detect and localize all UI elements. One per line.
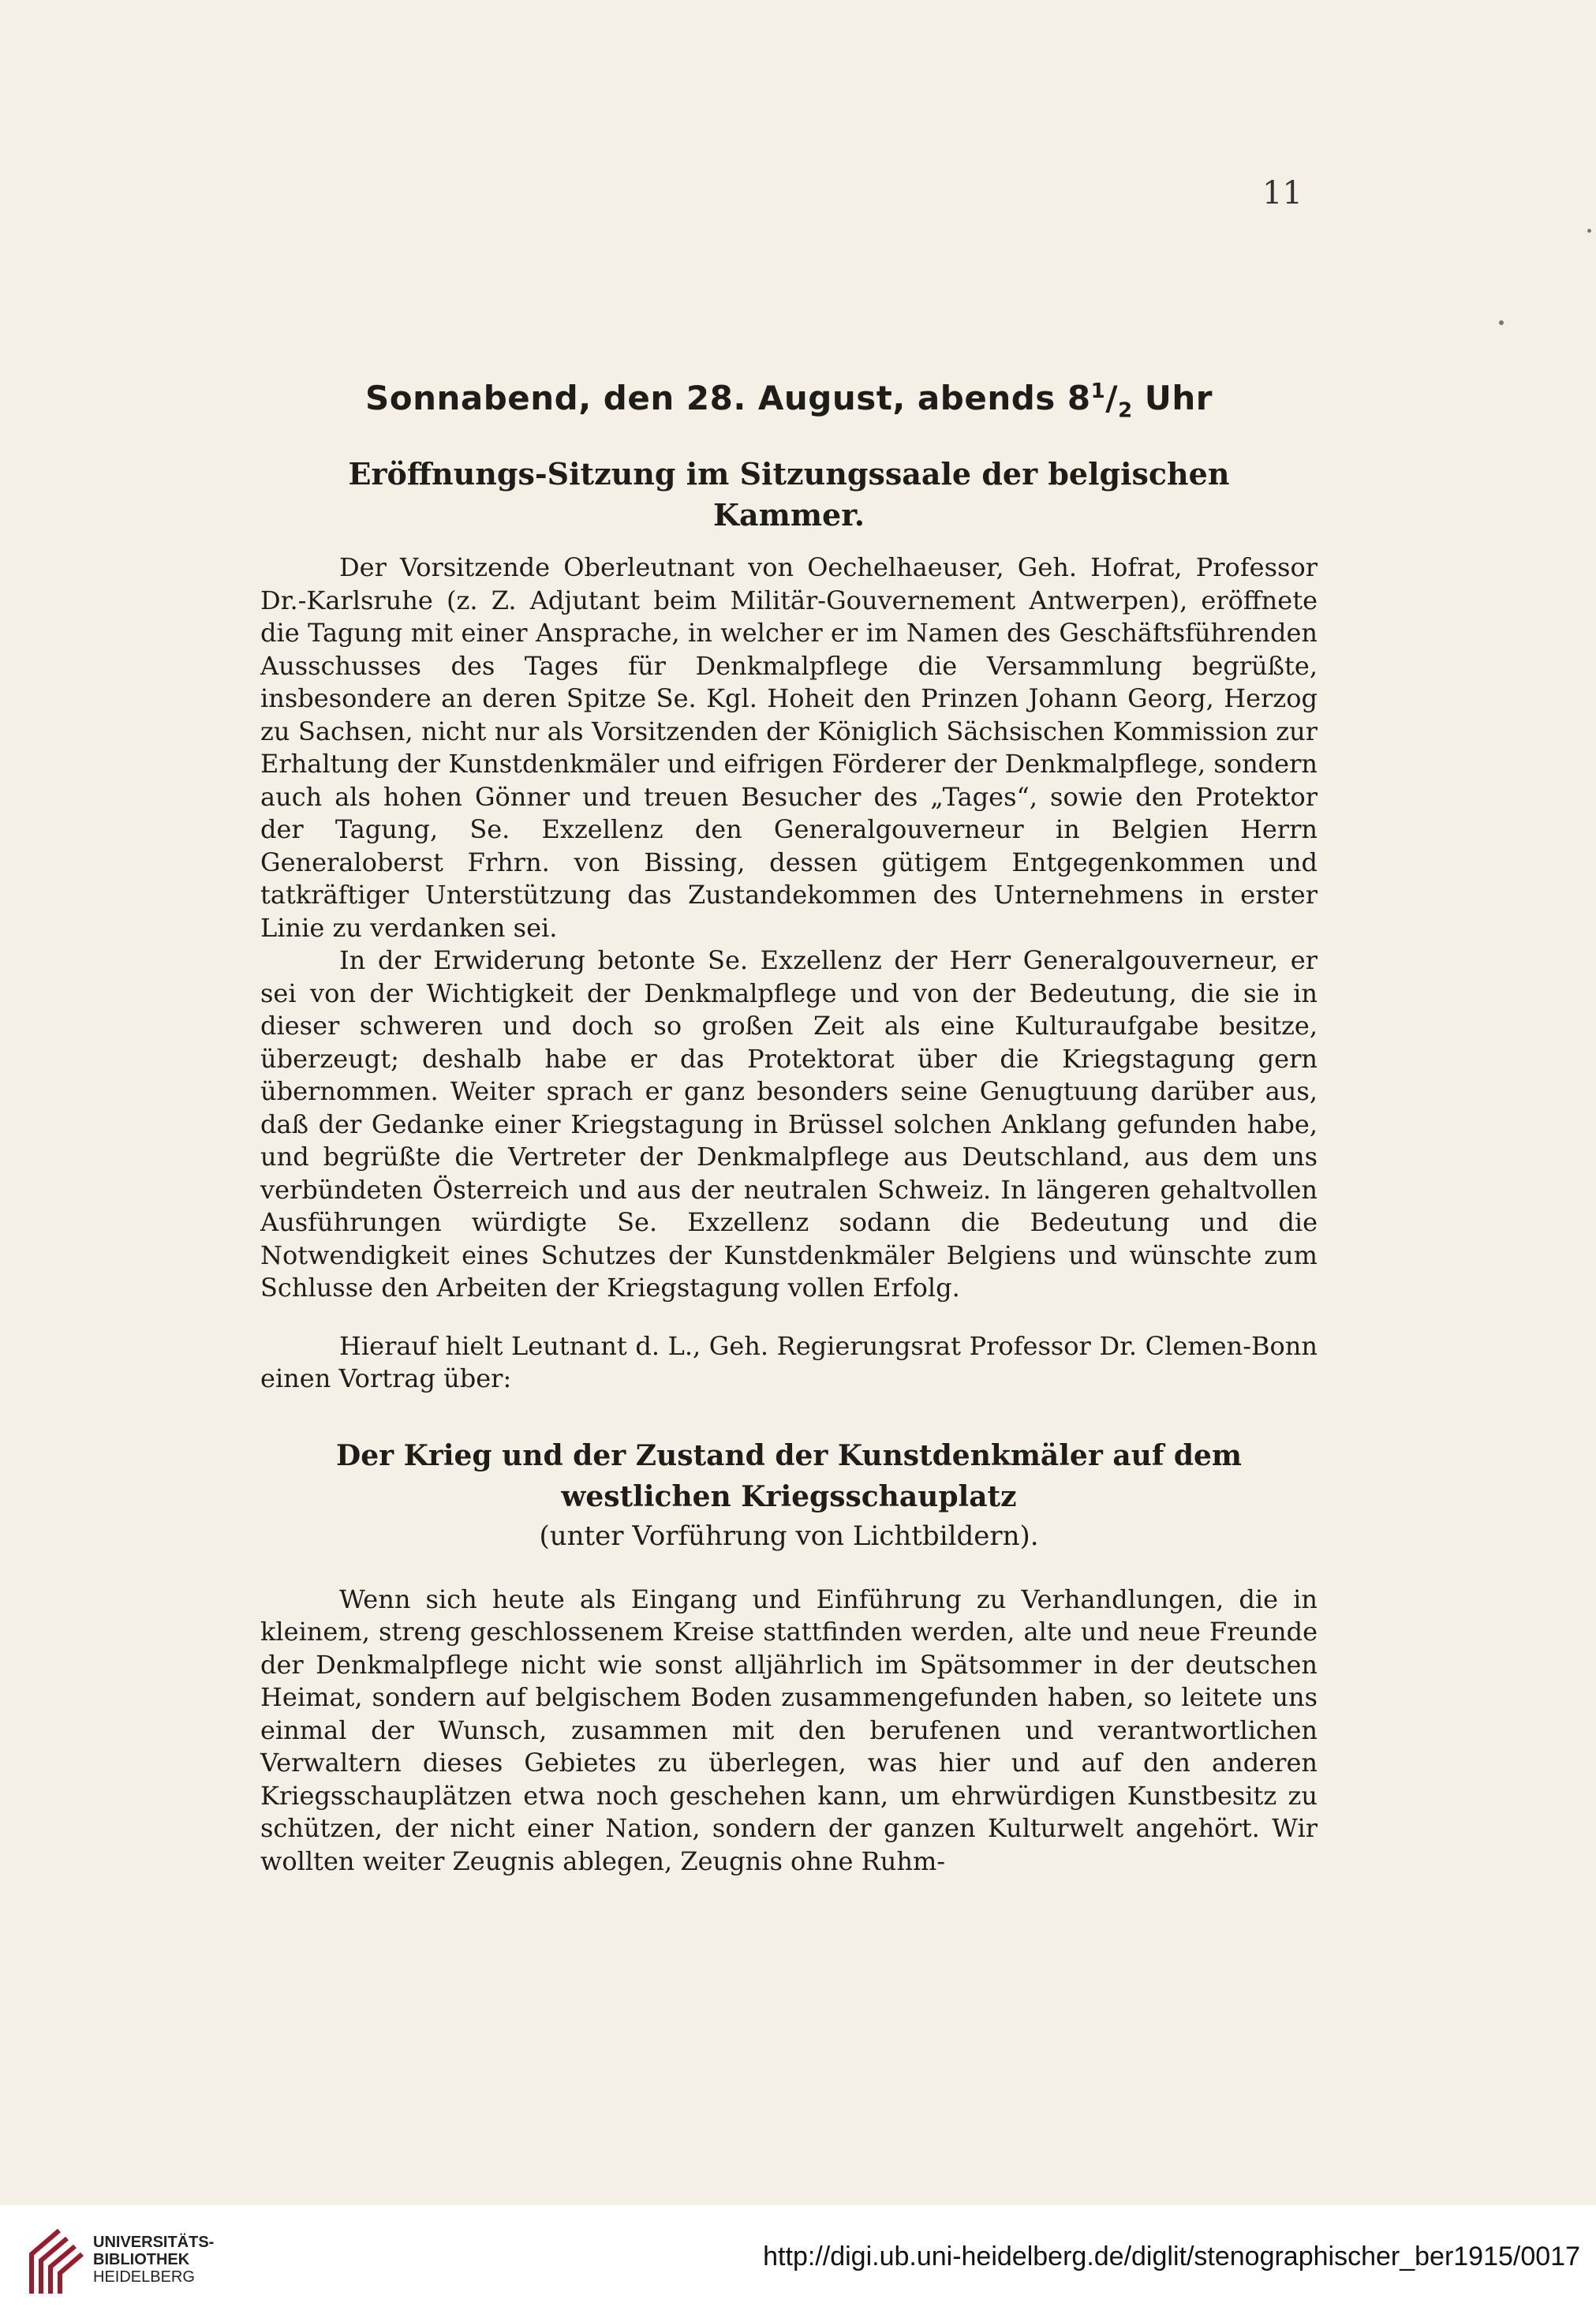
scan-speck <box>1499 320 1504 325</box>
footer-bar <box>0 2205 1596 2322</box>
library-name-line: BIBLIOTHEK <box>93 2251 190 2268</box>
heading-date: Sonnabend, den 28. August, abends $8^1/_2$ Uhr <box>364 379 1213 423</box>
page-content <box>260 379 1318 1878</box>
heading-lecture-subtitle: (unter Vorführung von Lichtbildern). <box>539 1520 1039 1552</box>
source-url-link[interactable]: http://digi.ub.uni-heidelberg.de/diglit/stenographischer_ber1915/0017 <box>763 2242 1580 2272</box>
scan-speck <box>1587 229 1591 233</box>
heading-session-line: Eröffnungs-Sitzung im Sitzungssaale der belgischen <box>348 456 1230 492</box>
library-name <box>93 2234 214 2286</box>
university-library-logo-icon <box>24 2223 87 2301</box>
library-name-line: UNIVERSITÄTS- <box>93 2234 215 2251</box>
paragraph-lecture: Wenn sich heute als Eingang und Einführung zu Verhandlungen, die in kleinem, streng geschlossenem Kreise stattfinden werden, alte und neue Freunde der Denkmalpflege nicht wie sonst alljährlich im Spätsommer in der deutschen Heimat, sondern auf belgischem Boden zusammengefunden haben, so leitete uns einmal der Wunsch, zusammen mit den berufenen und verantwortlichen Verwaltern dieses Gebietes zu überlegen, was hier und auf den anderen Kriegsschauplätzen etwa noch geschehen kann, um ehrwürdigen Kunstbesitz zu schützen, der nicht einer Nation, sondern der ganzen Kulturwelt angehört. Wir wollten weiter Zeugnis ablegen, Zeugnis ohne Ruhm- <box>260 1584 1318 1876</box>
heading-session-line: Kammer. <box>712 497 865 533</box>
heading-lecture: Der Krieg und der Zustand der Kunstdenkmäler auf dem westlichen Kriegsschauplatz <box>335 1438 1243 1513</box>
fraction-denominator: 2 <box>1118 398 1133 423</box>
fraction-numerator: 1 <box>1090 380 1106 403</box>
page-number: 11 <box>1262 175 1303 211</box>
heading-date-suffix: Uhr <box>1132 379 1213 417</box>
paragraph-response: In der Erwiderung betonte Se. Exzellenz der Herr Generalgouverneur, er sei von der Wichtigkeit der Denkmalpflege und von der Bedeutung, die sie in dieser schweren und doch so großen Zeit als eine Kulturaufgabe besitze, überzeugt; deshalb habe er das Protektorat über die Kriegstagung gern übernommen. Weiter sprach er ganz besonders seine Genugtuung darüber aus, daß der Gedanke einer Kriegstagung in Brüssel solchen Anklang gefunden habe, und begrüßte die Vertreter der Denkmalpflege aus Deutschland, aus dem uns verbündeten Österreich und aus der neutralen Schweiz. In längeren gehaltvollen Ausführungen würdigte Se. Exzellenz sodann die Bedeutung und die Notwendigkeit eines Schutzes der Kunstdenkmäler Belgiens und wünschte zum Schlusse den Arbeiten der Kriegstagung vollen Erfolg. <box>260 945 1318 1303</box>
heading-session <box>260 454 1318 536</box>
library-name-line: HEIDELBERG <box>93 2268 195 2286</box>
paragraph-opening: Der Vorsitzende Oberleutnant von Oechelhaeuser, Geh. Hofrat, Professor Dr.-Karlsruhe (z. Z. Adjutant beim Militär-Gouvernement Antwerpen), eröffnete die Tagung mit einer Ansprache, in welcher er im Namen des Geschäftsführenden Ausschusses des Tages für Denkmalpflege die Versammlung begrüßte, insbesondere an deren Spitze Se. Kgl. Hoheit den Prinzen Johann Georg, Herzog zu Sachsen, nicht nur als Vorsitzenden der Königlich Sächsischen Kommission zur Erhaltung der Kunstdenkmäler und eifrigen Förderer der Denkmalpflege, sondern auch als hohen Gönner und treuen Besucher des „Tages“, sowie den Protektor der Tagung, Se. Exzellenz den Generalgouverneur in Belgien Herrn Generaloberst Frhrn. von Bissing, dessen gütigem Entgegenkommen und tatkräftiger Unterstützung das Zustandekommen des Unternehmens in erster Linie zu verdanken sei. <box>260 552 1318 943</box>
paragraph-gap <box>260 1305 1318 1330</box>
heading-date-text: Sonnabend, den 28. August, abends 8 <box>364 379 1091 417</box>
paragraph-lecture-intro: Hierauf hielt Leutnant d. L., Geh. Regierungsrat Professor Dr. Clemen-Bonn einen Vortrag über: <box>260 1330 1318 1394</box>
